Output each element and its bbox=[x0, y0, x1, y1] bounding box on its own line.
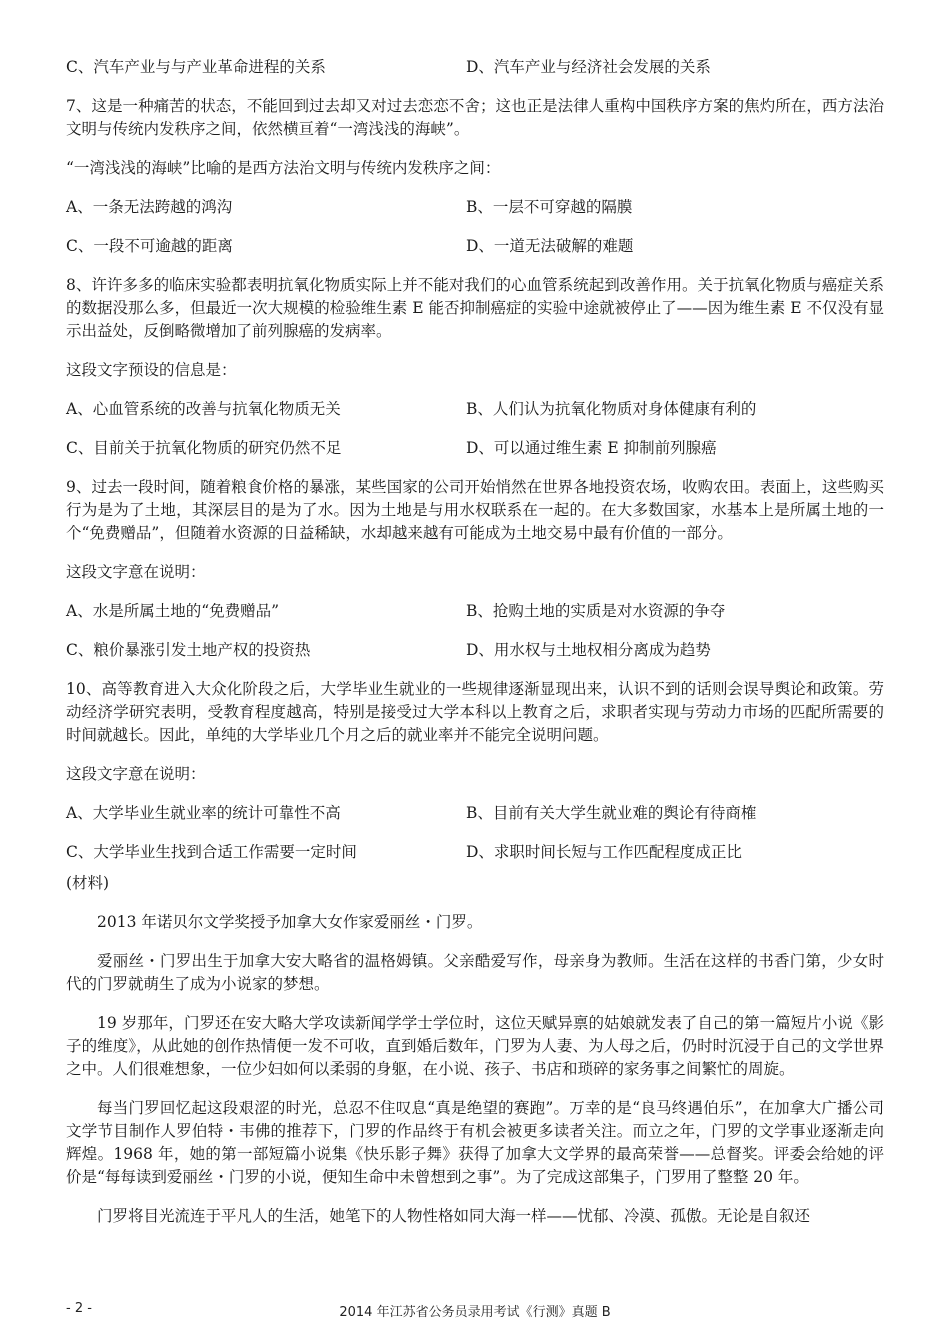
q9-stem: 9、过去一段时间，随着粮食价格的暴涨，某些国家的公司开始悄然在世界各地投资农场，收购农田。表面上，这些购买行为是为了土地，其深层目的是为了水。因为土地是与用水权联系在一起的。在大多数国家，水基本上是所属土地的一个“免费赠品”，但随着水资源的日益稀缺，水却越来越有可能成为土地交易中最有价值的一部分。 bbox=[66, 478, 884, 542]
q10-options-cd bbox=[66, 841, 884, 864]
q6-options-cd bbox=[66, 56, 884, 79]
q8-option-c: C、目前关于抗氧化物质的研究仍然不足 bbox=[66, 439, 342, 457]
q7-question: “一湾浅浅的海峡”比喻的是西方法治文明与传统内发秩序之间： bbox=[66, 159, 501, 177]
q8-option-d: D、可以通过维生素 E 抑制前列腺癌 bbox=[466, 439, 717, 457]
q7-option-a: A、一条无法跨越的鸿沟 bbox=[66, 198, 233, 216]
q6-option-d: D、汽车产业与经济社会发展的关系 bbox=[466, 58, 711, 76]
exam-page bbox=[66, 56, 884, 1228]
material-paragraph-4: 每当门罗回忆起这段艰涩的时光，总忍不住叹息“真是绝望的赛跑”。万幸的是“良马终遇伯乐”，在加拿大广播公司文学节目制作人罗伯特・韦佛的推荐下，门罗的作品终于有机会被更多读者关注。而立之年，门罗的文学事业逐渐走向辉煌。1968 年，她的第一部短篇小说集《快乐影子舞》获得了加拿大文学界的最高荣誉——总督奖。评委会给她的评价是“每每读到爱丽丝・门罗的小说，便知生命中未曾想到之事”。为了完成这部集子，门罗用了整整 20 年。 bbox=[66, 1099, 884, 1186]
q8-option-a: A、心血管系统的改善与抗氧化物质无关 bbox=[66, 400, 341, 418]
q7-options-ab bbox=[66, 196, 884, 219]
q9-options-ab bbox=[66, 600, 884, 623]
q7-stem: 7、这是一种痛苦的状态，不能回到过去却又对过去恋恋不舍；这也正是法律人重构中国秩序方案的焦灼所在，西方法治文明与传统内发秩序之间，依然横亘着“一湾浅浅的海峡”。 bbox=[66, 97, 884, 138]
q10-options-ab bbox=[66, 802, 884, 825]
q10-stem: 10、高等教育进入大众化阶段之后，大学毕业生就业的一些规律逐渐显现出来，认识不到的话则会误导舆论和政策。劳动经济学研究表明，受教育程度越高，特别是接受过大学本科以上教育之后，求职者实现与劳动力市场的匹配所需要的时间就越长。因此，单纯的大学毕业几个月之后的就业率并不能完全说明问题。 bbox=[66, 680, 884, 744]
q7-option-b: B、一层不可穿越的隔膜 bbox=[466, 198, 633, 216]
material-label: (材料) bbox=[66, 874, 110, 892]
q7-options-cd bbox=[66, 235, 884, 258]
q10-option-d: D、求职时间长短与工作匹配程度成正比 bbox=[466, 843, 742, 861]
q9-option-b: B、抢购土地的实质是对水资源的争夺 bbox=[466, 602, 726, 620]
q9-options-cd bbox=[66, 639, 884, 662]
q10-option-c: C、大学毕业生找到合适工作需要一定时间 bbox=[66, 843, 357, 861]
q9-option-c: C、粮价暴涨引发土地产权的投资热 bbox=[66, 641, 311, 659]
q9-option-a: A、水是所属土地的“免费赠品” bbox=[66, 602, 280, 620]
q9-option-d: D、用水权与土地权相分离成为趋势 bbox=[466, 641, 711, 659]
q9-question: 这段文字意在说明： bbox=[66, 563, 206, 581]
q8-options-cd bbox=[66, 437, 884, 460]
q8-option-b: B、人们认为抗氧化物质对身体健康有利的 bbox=[466, 400, 757, 418]
material-paragraph-3: 19 岁那年，门罗还在安大略大学攻读新闻学学士学位时，这位天赋异禀的姑娘就发表了自己的第一篇短片小说《影子的维度》，从此她的创作热情便一发不可收，直到婚后数年，门罗为人妻、为人母之后，仍时时沉浸于自己的文学世界之中。人们很难想象，一位少妇如何以柔弱的身躯，在小说、孩子、书店和琐碎的家务事之间繁忙的周旋。 bbox=[66, 1014, 884, 1078]
q10-option-a: A、大学毕业生就业率的统计可靠性不高 bbox=[66, 804, 341, 822]
page-number: - 2 - bbox=[66, 1301, 92, 1316]
material-paragraph-5: 门罗将目光流连于平凡人的生活，她笔下的人物性格如同大海一样——忧郁、冷漠、孤傲。无论是自叙还 bbox=[97, 1207, 811, 1225]
q8-question: 这段文字预设的信息是： bbox=[66, 361, 237, 379]
footer-title: 2014 年江苏省公务员录用考试《行测》真题 B bbox=[339, 1305, 611, 1320]
q7-option-c: C、一段不可逾越的距离 bbox=[66, 237, 233, 255]
q10-question: 这段文字意在说明： bbox=[66, 765, 206, 783]
q6-option-c: C、汽车产业与与产业革命进程的关系 bbox=[66, 58, 326, 76]
q8-options-ab bbox=[66, 398, 884, 421]
q8-stem: 8、许许多多的临床实验都表明抗氧化物质实际上并不能对我们的心血管系统起到改善作用。关于抗氧化物质与癌症关系的数据没那么多，但最近一次大规模的检验维生素 E 能否抑制癌症的实验中途就被停止了——因为维生素 E 不仅没有显示出益处，反倒略微增加了前列腺癌的发病率。 bbox=[66, 276, 884, 340]
material-paragraph-2: 爱丽丝・门罗出生于加拿大安大略省的温格姆镇。父亲酷爱写作，母亲身为教师。生活在这样的书香门第，少女时代的门罗就萌生了成为小说家的梦想。 bbox=[66, 952, 884, 993]
q10-option-b: B、目前有关大学生就业难的舆论有待商榷 bbox=[466, 804, 757, 822]
material-paragraph-1: 2013 年诺贝尔文学奖授予加拿大女作家爱丽丝・门罗。 bbox=[97, 913, 483, 931]
q7-option-d: D、一道无法破解的难题 bbox=[466, 237, 634, 255]
